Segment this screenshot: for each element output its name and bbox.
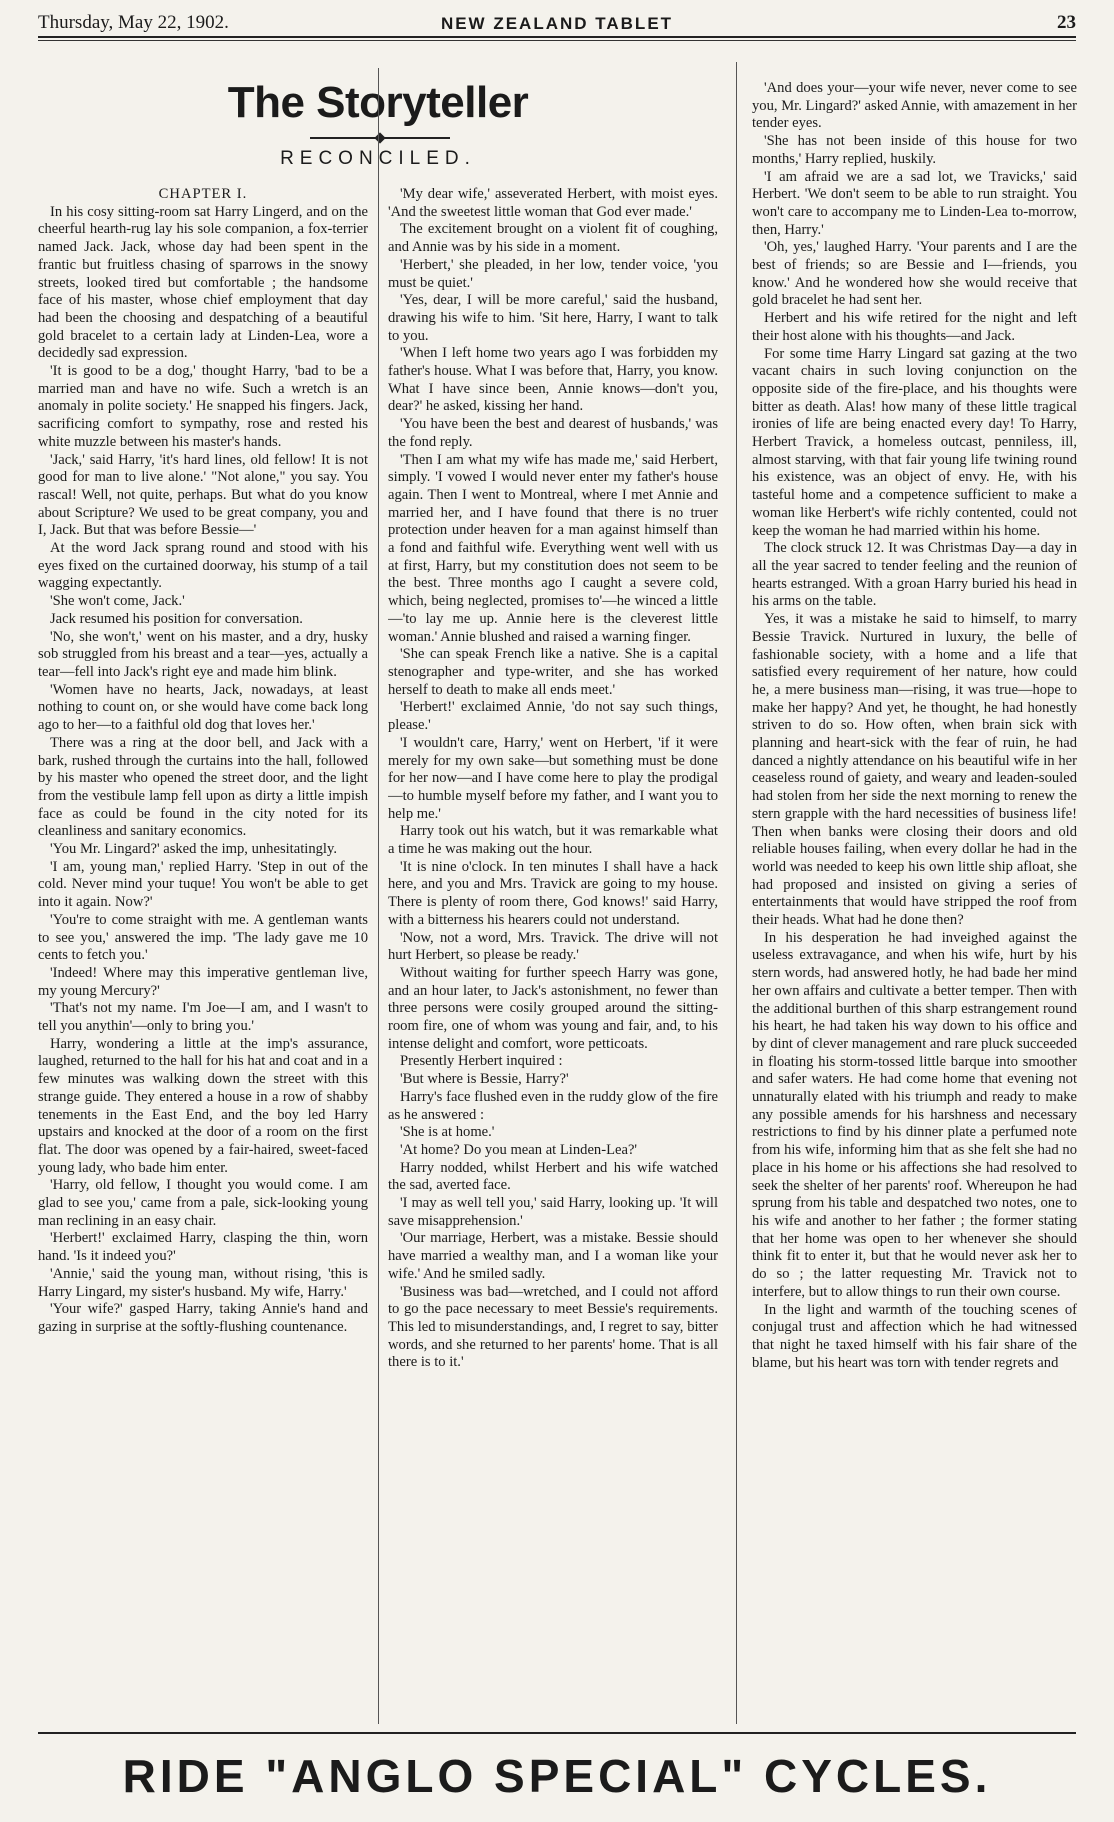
paragraph: 'Business was bad—wretched, and I could not afford to go the pace necessary to meet Bessie's requirements. This led to misunderstandings, and, I regret to say, bitter words, and she returned to her parents' home. That is all there is to it.' [388,1283,718,1371]
column-1-text [38,204,368,1337]
paragraph: Jack resumed his position for conversation. [50,610,303,627]
section-title: The Storyteller [227,78,529,127]
paragraph: 'I am afraid we are a sad lot, we Travicks,' said Herbert. 'We don't seem to be able to run straight. You won't care to accompany me to Linden-Lea to-morrow, then, Harry.' [752,168,1077,238]
paragraph: The clock struck 12. It was Christmas Day—a day in all the year sacred to tender feeling and the reunion of hearts estranged. With a groan Harry buried his head in his arms on the table. [752,540,1077,610]
paragraph: In his cosy sitting-room sat Harry Lingerd, and on the cheerful hearth-rug lay his sole companion, a fox-terrier named Jack. Jack, whose day had been spent in the frantic but fruitless chasing of sparrows in the snowy streets, looked tired but comfortable ; the handsome face of his master, whose chief employment that day had been the choosing and despatching of a beautiful gold bracelet to a certain lady at Linden-Lea, wore a decidedly sad expression. [38,203,368,362]
paragraph: 'Annie,' said the young man, without rising, 'this is Harry Lingard, my sister's husband. My wife, Harry.' [38,1265,368,1300]
paragraph: 'But where is Bessie, Harry?' [400,1071,569,1088]
paragraph: 'When I left home two years ago I was forbidden my father's house. What I was before that, Harry, you know. What I have since been, Annie knows—don't you, dear?' he asked, kissing her hand. [388,345,718,415]
paragraph: Yes, it was a mistake he said to himself, to marry Bessie Travick. Nurtured in luxury, the belle of fashionable society, with a home and a life that satisfied every requirement of her nature, how could he, a mere business man—rising, it was true—hope to make her happy? And yet, he thought, he had honestly striven to do so. How often, when brain sick with planning and heart-sick with the fear of ruin, he had danced a nightly attendance on his beautiful wife in her ceaseless round of gaiety, and weary and leaden-souled had stolen from her side the next morning to renew the stern grapple with the hard necessities of business life! Then when banks were closing their doors and old reliable houses failing, when every dollar he had in the world was needed to keep his own little ship afloat, she had proposed and insisted on giving a series of entertainments that would have stripped the roof from their heads. What had he done then? [752,611,1077,929]
paragraph: 'That's not my name. I'm Joe—I am, and I wasn't to tell you anythin'—only to bring you.' [38,1000,368,1035]
paragraph: 'Herbert!' exclaimed Annie, 'do not say such things, please.' [388,699,718,734]
advertisement-banner: RIDE "ANGLO SPECIAL" CYCLES. [122,1750,992,1802]
paragraph: 'Your wife?' gasped Harry, taking Annie's hand and gazing in surprise at the softly-flushing countenance. [38,1301,368,1335]
masthead [38,8,1076,38]
story-title: RECONCILED. [280,148,476,169]
paragraph: 'It is good to be a dog,' thought Harry, 'bad to be a married man and have no wife. Such a wretch is an anomaly in polite society.' He snapped his fingers. Jack, sacrificing comfort to sympathy, rose and rested his white muzzle between his master's hands. [38,363,368,450]
paragraph: 'Herbert!' exclaimed Harry, clasping the thin, worn hand. 'Is it indeed you?' [38,1230,368,1265]
paragraph: 'My dear wife,' asseverated Herbert, with moist eyes. 'And the sweetest little woman that God ever made.' [388,186,718,220]
paragraph: 'And does your—your wife never, never come to see you, Mr. Lingard?' asked Annie, with amazement in her tender eyes. [752,80,1077,132]
paragraph: 'She has not been inside of this house for two months,' Harry replied, huskily. [752,133,1077,167]
paragraph: 'Indeed! Where may this imperative gentleman live, my young Mercury?' [38,964,368,999]
paragraph: 'At home? Do you mean at Linden-Lea?' [400,1141,638,1158]
paragraph: 'I wouldn't care, Harry,' went on Herbert, 'if it were merely for my own sake—but something must be done for her now—and I have come here to play the prodigal—to humble myself before my father, and I want you to help me.' [388,734,718,822]
paragraph: 'Then I am what my wife has made me,' said Herbert, simply. 'I vowed I would never enter my father's house again. Then I went to Montreal, where I met Annie and married her, and I have found that there is no truer protection under heaven for a man against himself than a fond and faithful wife. Everything went well with us at first, Harry, but my constitution does not seem to be the best. Three months ago I caught a severe cold, which, being neglected, promises to'—he winced a little—'to lay me up. Annie here is the cleverest little woman.' Annie blushed and raised a warning finger. [388,451,718,645]
paragraph: Herbert and his wife retired for the night and left their host alone with his thoughts—and Jack. [752,310,1077,344]
paragraph: 'Herbert,' she pleaded, in her low, tender voice, 'you must be quiet.' [388,256,718,291]
paragraph: 'Yes, dear, I will be more careful,' said the husband, drawing his wife to him. 'Sit here, Harry, I want to talk to you. [388,292,718,344]
paragraph: Without waiting for further speech Harry was gone, and an hour later, to Jack's astonishment, no fewer than three persons were cosily grouped around the sitting-room fire, one of whom was young and fair, and, to his intense delight and comfort, wore petticoats. [388,964,718,1052]
column-2 [388,186,718,1730]
paragraph: 'It is nine o'clock. In ten minutes I shall have a hack here, and you and Mrs. Travick are going to my house. There is plenty of room there, God knows!' said Harry, with a bitterness his hearers could not understand. [388,858,718,928]
column-3 [752,80,1077,1730]
paragraph: For some time Harry Lingard sat gazing at the two vacant chairs in such loving conjunction on the opposite side of the fire-place, and his thoughts were bitter as death. Alas! how many of these little tragical ironies of life are being enacted every day! To Harry, Herbert Travick, a homeless outcast, penniless, ill, almost starving, with that fair young life twining round his existence, was an object of envy. He, with his tasteful home and a competence sufficient to make a woman like Herbert's wife richly contented, could not keep the woman he had married within his home. [752,345,1077,539]
paragraph: There was a ring at the door bell, and Jack with a bark, rushed through the curtains into the hall, followed by his master who opened the street door, and the light from the vestibule lamp fell upon as dirty a little impish face as could be found in the city noted for its cleanliness and sanitary economics. [38,734,368,840]
paragraph: 'You Mr. Lingard?' asked the imp, unhesitatingly. [50,841,337,858]
paragraph: 'Harry, old fellow, I thought you would come. I am glad to see you,' came from a pale, sick-looking young man reclining in an easy chair. [38,1177,368,1229]
paragraph: Harry's face flushed even in the ruddy glow of the fire as he answered : [388,1088,718,1123]
paragraph: 'I am, young man,' replied Harry. 'Step in out of the cold. Never mind your tuque! You won't be able to get into it again. Now?' [38,858,368,911]
column-3-text [752,80,1077,1372]
page-number: 23 [1057,12,1076,33]
paragraph: Harry nodded, whilst Herbert and his wife watched the sad, averted face. [388,1159,718,1194]
paragraph: At the word Jack sprang round and stood with his eyes fixed on the curtained doorway, his stump of a tail wagging expectantly. [38,540,368,592]
advert-rule [38,1732,1076,1734]
paragraph: 'Now, not a word, Mrs. Travick. The drive will not hurt Herbert, so please be ready.' [388,929,718,964]
paragraph: The excitement brought on a violent fit of coughing, and Annie was by his side in a moment. [388,221,718,256]
paragraph: 'You have been the best and dearest of husbands,' was the fond reply. [388,416,718,450]
paragraph: 'Oh, yes,' laughed Harry. 'Your parents and I are the best of friends; so are Bessie and I—friends, you know.' And he wondered how she would receive that gold bracelet he had sent her. [752,239,1077,309]
paragraph: 'Our marriage, Herbert, was a mistake. Bessie should have married a wealthy man, and I a woman like your wife.' And he smiled sadly. [388,1230,718,1282]
paragraph: Harry, wondering a little at the imp's assurance, laughed, returned to the hall for his hat and coat and in a few minutes was walking down the street with this strange guide. They entered a house in a row of shabby tenements in the East End, and the boy led Harry upstairs and knocked at the door of a room on the first flat. The door was opened by a fair-haired, sweet-faced young lady, who bade him enter. [38,1035,368,1176]
paragraph: 'She is at home.' [400,1124,495,1141]
column-divider [736,62,737,1724]
column-1 [38,186,368,1730]
paragraph: 'You're to come straight with me. A gentleman wants to see you,' answered the imp. 'The lady gave me 10 cents to fetch you.' [38,911,368,964]
paragraph: Harry took out his watch, but it was remarkable what a time he was making out the hour. [388,823,718,858]
paragraph: In his desperation he had inveighed against the useless extravagance, and when his wife, hurt by his stern words, had answered hotly, he had bade her mind her own affairs and cultivate a better temper. Then with the additional burthen of this sharp estrangement round his heart, he had taken his way down to his office and by dint of clever management and rare pluck succeeded in floating his storm-tossed little barque into smoother and safer waters. He had come home that evening not unnaturally elated with his triumph and ready to make any possible amends for his harshness and necessary restrictions to find by his dinner plate a perfumed note from his wife, informing him that as she felt she had no place in his home or his affections she had resolved to seek the shelter of her parents' roof. Whereupon he had sprung from his table and despatched two notes, one to his wife and another to her father ; the former stating that her home was open to her whenever she should think fit to enter it, but that he would never ask her to do so ; the latter requesting Mr. Travick not to interfere, but to allow things to run their own course. [752,929,1077,1300]
paragraph: In the light and warmth of the touching scenes of conjugal trust and affection which he had witnessed that night he taxed himself with his fair share of the blame, but his heart was torn with tender regrets and [752,1301,1077,1371]
issue-date: Thursday, May 22, 1902. [38,12,229,33]
paragraph: 'She won't come, Jack.' [50,593,185,610]
paragraph: 'I may as well tell you,' said Harry, looking up. 'It will save misapprehension.' [388,1195,718,1229]
paragraph: 'Jack,' said Harry, 'it's hard lines, old fellow! It is not good for man to live alone.' "Not alone," you say. You rascal! Well, not quite, perhaps. But what do you know about Scripture? We used to be great company, you and I, Jack. But that was before Bessie—' [38,451,368,539]
paragraph: Presently Herbert inquired : [400,1053,563,1070]
paper-title: NEW ZEALAND TABLET [440,14,674,33]
column-divider [378,68,379,1724]
paragraph: 'No, she won't,' went on his master, and a dry, husky sob struggled from his breast and a tear—yes, actually a tear—fell into Jack's right eye and made him blink. [38,628,368,680]
paragraph: 'Women have no hearts, Jack, nowadays, at least nothing to count on, or she would have come back long ago to her—to a faithful old dog that loves her.' [38,681,368,734]
column-2-text [388,186,718,1372]
title-ornament [310,137,450,142]
paragraph: 'She can speak French like a native. She is a capital stenographer and type-writer, and she has worked herself to death to make all ends meet.' [388,646,718,698]
chapter-heading: CHAPTER I. [158,186,248,202]
diamond-ornament-icon [374,132,385,143]
masthead-rule [38,40,1076,41]
